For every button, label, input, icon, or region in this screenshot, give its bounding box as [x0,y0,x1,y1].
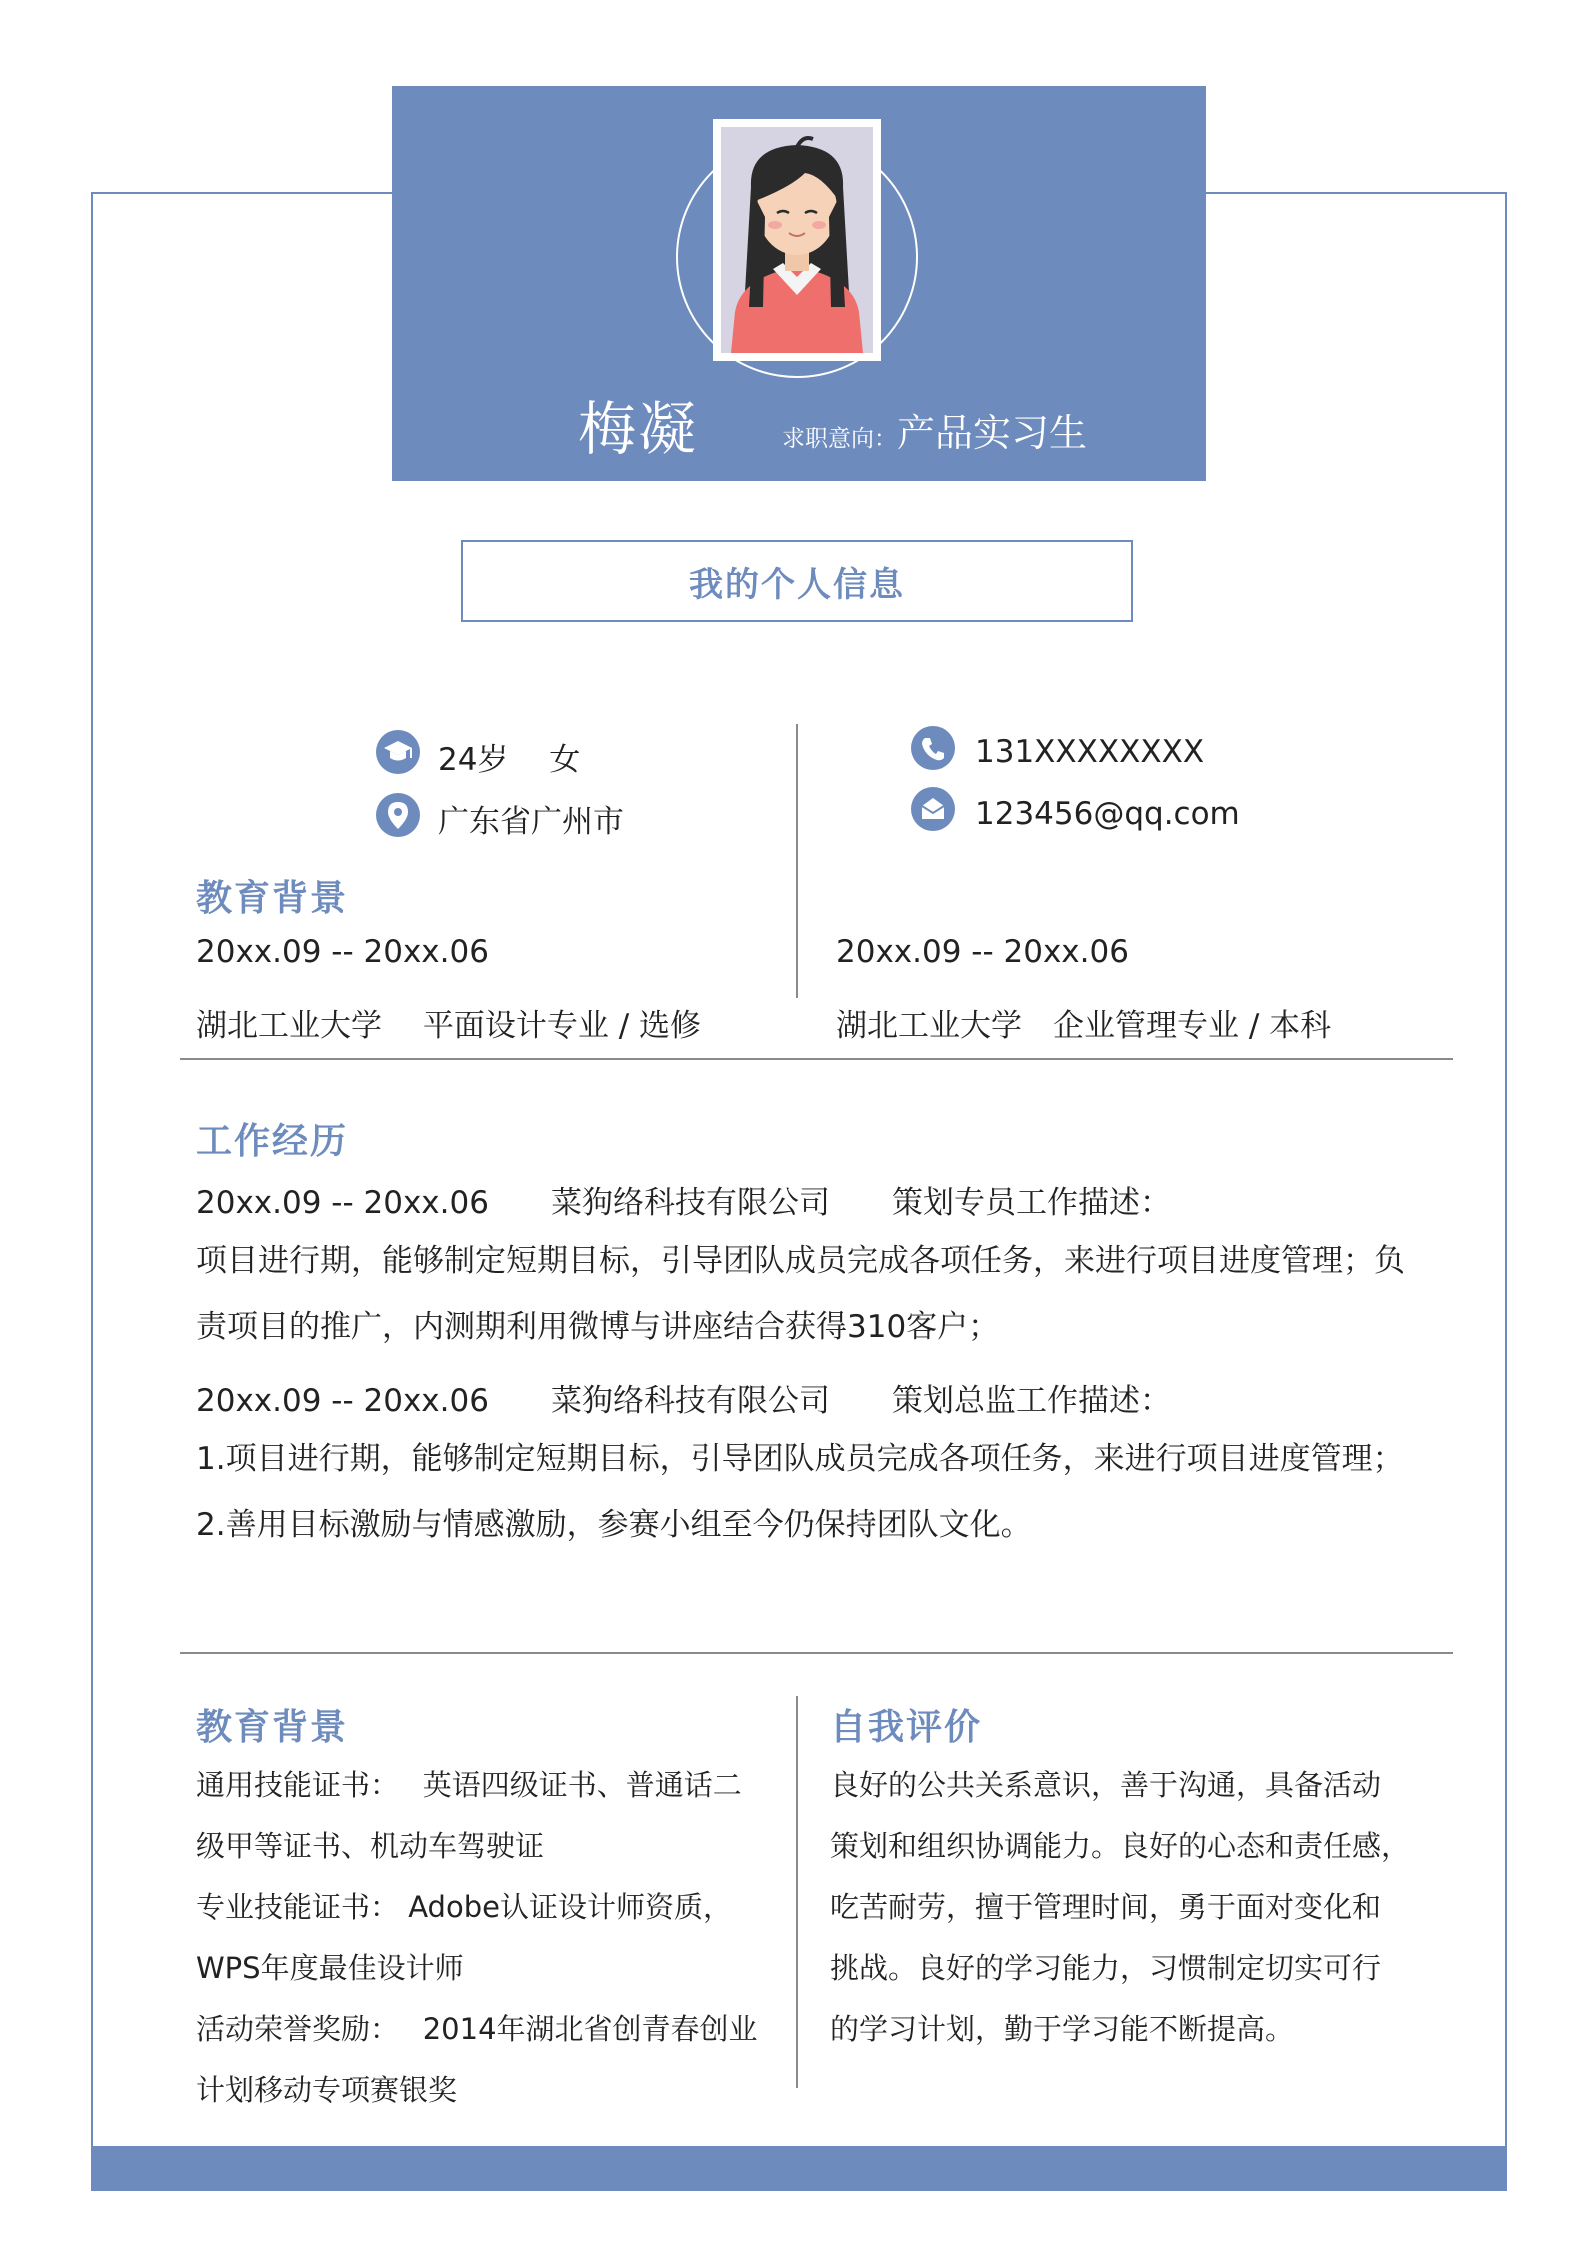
avatar-illustration [721,127,873,353]
job-2-line: 2.善用目标激励与情感激励，参赛小组至今仍保持团队文化。 [196,1507,1032,1543]
self-eval-line: 吃苦耐劳，擅于管理时间，勇于面对变化和 [830,1890,1382,1924]
education-period-1: 20xx.09 -- 20xx.06 [196,934,489,970]
job-2-description [196,1426,1446,1558]
email-address: 123456@qq.com [975,796,1240,832]
candidate-name: 梅凝 [578,395,699,463]
profile-header [392,86,1206,481]
email-icon [911,787,955,831]
info-divider-vertical [796,724,798,998]
job-2-line: 1.项目进行期，能够制定短期目标，引导团队成员完成各项任务，来进行项目进度管理； [196,1441,1404,1477]
work-heading: 工作经历 [196,1121,349,1162]
job-2-header: 20xx.09 -- 20xx.06 菜狗络科技有限公司 策划总监工作描述： [196,1383,1171,1419]
section-divider-2 [180,1652,1453,1654]
certificate-line: 级甲等证书、机动车驾驶证 [196,1829,545,1863]
section-divider-1 [180,1058,1453,1060]
phone-icon [911,726,955,770]
graduation-cap-icon [376,730,420,774]
certificates-heading: 教育背景 [196,1707,349,1748]
education-detail-2: 湖北工业大学 企业管理专业 / 本科 [836,1008,1332,1044]
self-eval-line: 挑战。良好的学习能力，习惯制定切实可行 [830,1951,1382,1985]
certificate-line: 通用技能证书： 英语四级证书、普通话二 [196,1768,742,1802]
self-eval-line: 的学习计划，勤于学习能不断提高。 [830,2012,1295,2046]
certificates-list [196,1755,786,2121]
location: 广东省广州市 [438,804,624,840]
certificate-line: 专业技能证书： Adobe认证设计师资质， [196,1890,732,1924]
self-eval-text [830,1755,1450,2060]
certificate-line: WPS年度最佳设计师 [196,1951,464,1985]
personal-info-title-text: 我的个人信息 [689,564,905,605]
footer-band [91,2146,1507,2191]
job-1-description [196,1228,1446,1360]
job-1-line: 项目进行期，能够制定短期目标，引导团队成员完成各项任务，来进行项目进度管理；负 [196,1243,1405,1279]
location-pin-icon [376,793,420,837]
certificate-line: 活动荣誉奖励： 2014年湖北省创青春创业 [196,2012,758,2046]
job-intent-value: 产品实习生 [897,411,1088,455]
job-intent [782,402,1087,457]
education-period-2: 20xx.09 -- 20xx.06 [836,934,1129,970]
phone-number: 131XXXXXXXX [975,734,1205,770]
certificate-line: 计划移动专项赛银奖 [196,2073,458,2107]
self-eval-heading: 自我评价 [830,1707,983,1748]
job-1-header: 20xx.09 -- 20xx.06 菜狗络科技有限公司 策划专员工作描述： [196,1185,1171,1221]
self-eval-line: 策划和组织协调能力。良好的心态和责任感， [830,1829,1411,1863]
age-gender: 24岁 女 [438,742,581,778]
personal-info-title [461,540,1133,622]
education-detail-1: 湖北工业大学 平面设计专业 / 选修 [196,1008,702,1044]
job-intent-label: 求职意向： [782,426,897,452]
avatar [713,119,881,361]
job-1-line: 责项目的推广，内测期利用微博与讲座结合获得310客户； [196,1309,1000,1345]
bottom-divider-vertical [796,1696,798,2088]
education-heading: 教育背景 [196,878,349,919]
self-eval-line: 良好的公共关系意识，善于沟通，具备活动 [830,1768,1382,1802]
